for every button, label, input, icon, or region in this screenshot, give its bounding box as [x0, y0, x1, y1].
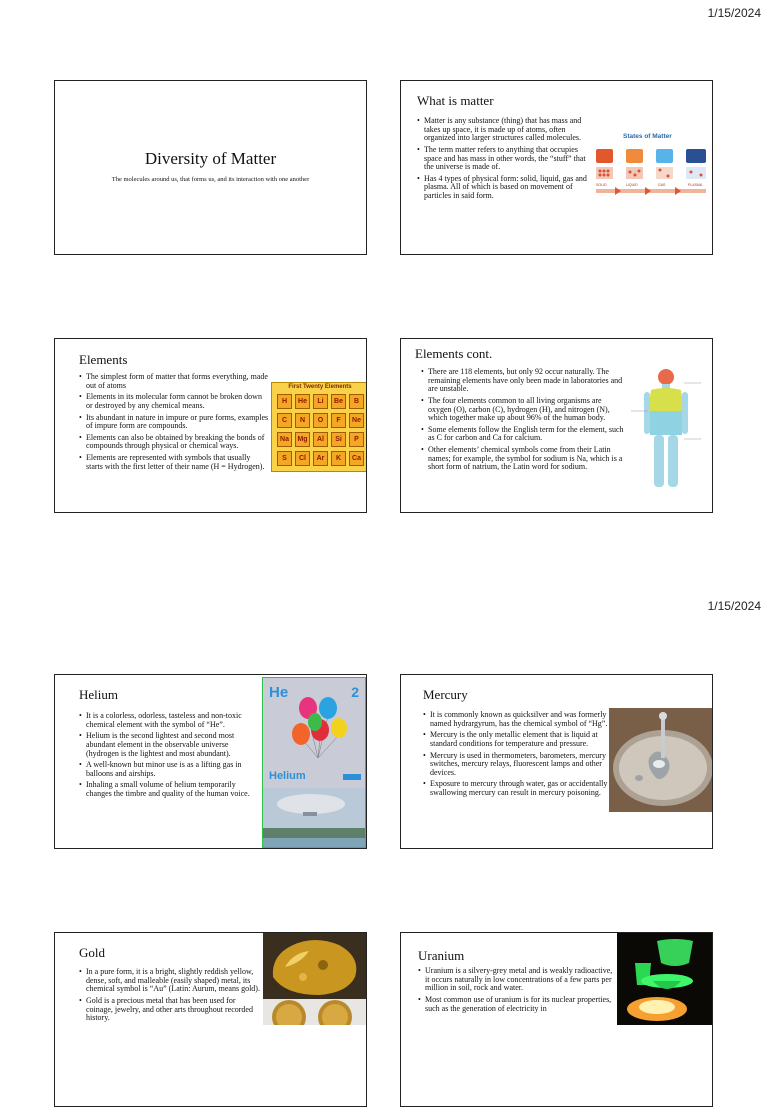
element-cell: Ar: [313, 451, 328, 466]
bullet-item: • Elements can also be obtained by breaking the bonds of compounds through physical or chemical ways.: [79, 434, 269, 451]
slide-title: Uranium: [418, 948, 465, 963]
bullet-item: • Exposure to mercury through water, gas or accidentally swallowing mercury can result in mercury poisoning.: [423, 780, 609, 797]
bullet-item: • In a pure form, it is a bright, slightly reddish yellow, dense, soft, and malleable (easily shaped) metal, its chemical symbol is “Au” (Latin: Aurum, means gold).: [79, 968, 263, 994]
slide-elements-cont[interactable]: [400, 338, 713, 513]
label-plasma: PLASMA: [688, 183, 703, 187]
element-cell: P: [349, 432, 364, 447]
element-cell: Ne: [349, 413, 364, 428]
bullet-list: [417, 117, 595, 204]
bullet-list: [79, 712, 263, 802]
bullet-item: • It is a colorless, odorless, tasteless and non-toxic chemical element with the symbol of “He”.: [79, 712, 263, 729]
helium-name: Helium: [269, 770, 306, 782]
human-body-icon: [629, 363, 703, 491]
element-cell: Si: [331, 432, 346, 447]
mercury-dish-icon: [609, 708, 713, 812]
bullet-item: • Gold is a precious metal that has been used for coinage, jewelry, and other arts throughout recorded history.: [79, 997, 263, 1023]
element-cell: Na: [277, 432, 292, 447]
image-title: States of Matter: [623, 133, 672, 140]
uranium-glass-image: [617, 933, 713, 1025]
slide-helium[interactable]: [54, 674, 367, 849]
slide-what-is-matter[interactable]: [400, 80, 713, 255]
bullet-item: • Inhaling a small volume of helium temporarily changes the timbre and quality of the human voice.: [79, 781, 263, 798]
element-cell: H: [277, 394, 292, 409]
bullet-item: • Other elements’ chemical symbols come from their Latin names; for example, the symbol for sodium is Na, which is a short form of natrium, the Latin word for sodium.: [421, 446, 627, 472]
element-cell: K: [331, 451, 346, 466]
slide-title: What is matter: [417, 93, 494, 108]
page-date-top: 1/15/2024: [707, 6, 761, 20]
bullet-item: • Its abundant in nature in impure or pure forms, examples of impure form are compounds.: [79, 414, 269, 431]
slide-uranium[interactable]: [400, 932, 713, 1107]
element-cell: Li: [313, 394, 328, 409]
slide-title: Elements cont.: [415, 346, 493, 361]
slide-subtitle: The molecules around us, that forms us, and its interaction with one another: [111, 176, 310, 183]
gold-image: [263, 933, 367, 1025]
bullet-list: [79, 968, 263, 1026]
balloons-icon: [263, 678, 366, 848]
slide-diversity-of-matter[interactable]: [54, 80, 367, 255]
bullet-item: • Matter is any substance (thing) that has mass and takes up space, it is made up of atoms, often organized into larger structures called molecules.: [417, 117, 595, 143]
bullet-item: • The simplest form of matter that forms everything, made out of atoms: [79, 373, 269, 390]
slide-title: Gold: [79, 945, 105, 960]
bullet-list: [423, 711, 609, 801]
uranium-glass-icon: [617, 933, 713, 1025]
gold-nugget-icon: [263, 933, 367, 1025]
element-cell: F: [331, 413, 346, 428]
states-of-matter-image: [593, 131, 711, 205]
bullet-item: • Elements are represented with symbols that usually starts with the first letter of their name (H = Hydrogen).: [79, 454, 269, 471]
helium-symbol: He: [269, 684, 289, 701]
bullet-list: [418, 967, 618, 1016]
label-solid: SOLID: [596, 183, 607, 187]
bullet-item: • Mercury is used in thermometers, barometers, mercury switches, mercury relays, fluorescent lamps and other devices.: [423, 752, 609, 778]
periodic-table-image: [271, 382, 367, 472]
slide-title: Diversity of Matter: [144, 149, 277, 168]
slide-gold[interactable]: [54, 932, 367, 1107]
helium-image: [262, 677, 366, 848]
element-cell: O: [313, 413, 328, 428]
bullet-list: [421, 368, 627, 475]
bullet-item: • There are 118 elements, but only 92 occur naturally. The remaining elements have only been made in laboratories and are unstable.: [421, 368, 627, 394]
element-cell: Ca: [349, 451, 364, 466]
states-of-matter-icon: [593, 131, 711, 205]
bullet-item: • Most common use of uranium is for its nuclear properties, such as the generation of electricity in: [418, 996, 618, 1013]
bullet-item: • The term matter refers to anything that occupies space and has mass in other words, the “stuff” that the universe is made of.: [417, 146, 595, 172]
bullet-item: • Mercury is the only metallic element that is liquid at standard conditions for temperature and pressure.: [423, 731, 609, 748]
bullet-item: • Has 4 types of physical form: solid, liquid, gas and plasma. All of which is based on movement of particles in said form.: [417, 175, 595, 201]
page-date-middle: 1/15/2024: [707, 599, 761, 613]
mercury-image: [609, 708, 713, 812]
element-cell: B: [349, 394, 364, 409]
label-liquid: LIQUID: [626, 183, 638, 187]
slide-title: Mercury: [423, 687, 468, 702]
bullet-item: • Elements in its molecular form cannot be broken down or destroyed by any chemical means.: [79, 393, 269, 410]
human-body-elements-image: [629, 363, 703, 491]
label-gas: GAS: [658, 183, 666, 187]
element-cell: Cl: [295, 451, 310, 466]
slide-mercury[interactable]: [400, 674, 713, 849]
atomic-number: 2: [351, 684, 359, 700]
element-cell: He: [295, 394, 310, 409]
element-cell: S: [277, 451, 292, 466]
slide-title: Helium: [79, 687, 118, 702]
element-cell: Al: [313, 432, 328, 447]
slide-elements[interactable]: [54, 338, 367, 513]
label-tag-icon: [343, 774, 361, 780]
element-cell: C: [277, 413, 292, 428]
bullet-item: • The four elements common to all living organisms are oxygen (O), carbon (C), hydrogen (H), and nitrogen (N), which together make up about 96% of the human body.: [421, 397, 627, 423]
element-cell: Mg: [295, 432, 310, 447]
element-cell: Be: [331, 394, 346, 409]
bullet-item: • Uranium is a silvery-grey metal and is weakly radioactive, it occurs naturally in low concentrations of a few parts per million in soil, rock and water.: [418, 967, 618, 993]
image-title: First Twenty Elements: [288, 384, 352, 390]
bullet-item: • Helium is the second lightest and second most abundant element in the observable universe (hydrogen is the lightest and most abundant).: [79, 732, 263, 758]
slide-title: Elements: [79, 352, 128, 367]
element-cell: N: [295, 413, 310, 428]
bullet-item: • A well-known but minor use is as a lifting gas in balloons and airships.: [79, 761, 263, 778]
bullet-item: • Some elements follow the English term for the element, such as C for carbon and Ca for calcium.: [421, 426, 627, 443]
bullet-item: • It is commonly known as quicksilver and was formerly named hydrargyrum, has the chemical symbol of “Hg”.: [423, 711, 609, 728]
bullet-list: [79, 373, 269, 474]
